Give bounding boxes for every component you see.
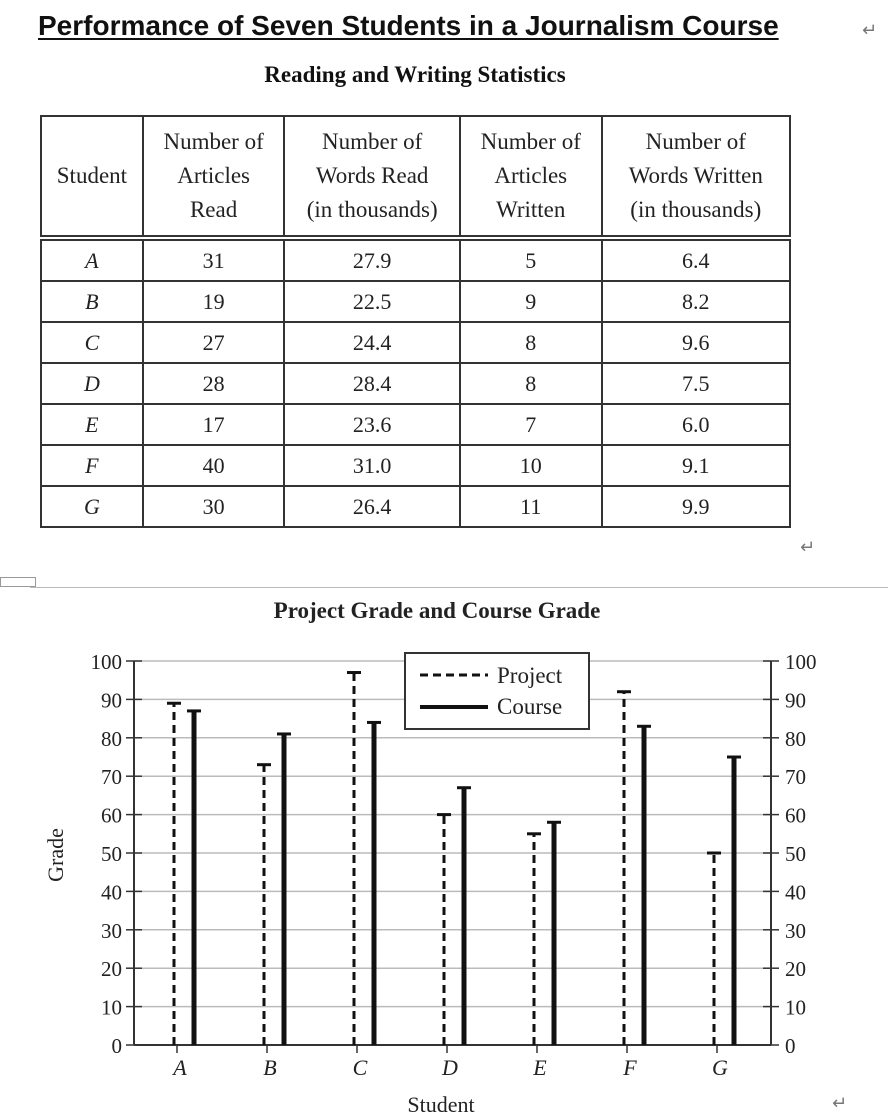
cell-words-written: 9.6 — [602, 322, 790, 363]
y-tick-label-right: 20 — [785, 957, 806, 982]
y-tick-label-left: 40 — [101, 880, 122, 905]
cell-articles-read: 31 — [143, 238, 285, 281]
y-tick-label-right: 80 — [785, 726, 806, 751]
chart-title: Project Grade and Course Grade — [273, 598, 601, 623]
cell-articles-written: 8 — [460, 363, 602, 404]
cell-words-read: 22.5 — [284, 281, 460, 322]
cell-student: B — [41, 281, 143, 322]
cell-words-read: 23.6 — [284, 404, 460, 445]
page-title-text: Performance of Seven Students in a Journalism Course — [38, 10, 779, 41]
header-articles-read — [143, 116, 285, 238]
y-axis-label: Grade — [43, 828, 68, 882]
reading-writing-table — [40, 115, 791, 528]
section-divider-handle[interactable] — [0, 577, 36, 587]
x-tick-label: C — [352, 1055, 368, 1080]
cell-words-read: 28.4 — [284, 363, 460, 404]
x-tick-label: A — [173, 1055, 187, 1080]
y-tick-label-left: 90 — [101, 688, 122, 713]
header-student — [41, 116, 143, 238]
table-row — [41, 486, 790, 527]
cell-words-written: 8.2 — [602, 281, 790, 322]
x-tick-label: B — [263, 1055, 277, 1080]
header-line: Read — [189, 197, 238, 222]
section-divider — [30, 587, 888, 588]
cell-student: C — [41, 322, 143, 363]
cell-student: F — [41, 445, 143, 486]
cell-articles-written: 11 — [460, 486, 602, 527]
cell-student: A — [41, 238, 143, 281]
cell-articles-written: 9 — [460, 281, 602, 322]
cell-articles-read: 17 — [143, 404, 285, 445]
header-line: Number of — [645, 129, 746, 154]
header-line: Number of — [163, 129, 264, 154]
y-tick-label-right: 60 — [785, 803, 806, 828]
cell-articles-written: 5 — [460, 238, 602, 281]
cell-words-written: 7.5 — [602, 363, 790, 404]
table-title: Reading and Writing Statistics — [264, 62, 566, 87]
cell-articles-read: 19 — [143, 281, 285, 322]
cell-articles-read: 27 — [143, 322, 285, 363]
cell-student: E — [41, 404, 143, 445]
cell-articles-written: 7 — [460, 404, 602, 445]
cell-student: D — [41, 363, 143, 404]
y-tick-label-right: 30 — [785, 918, 806, 943]
header-articles-written — [460, 116, 602, 238]
x-tick-label: E — [533, 1055, 547, 1080]
y-tick-label-right: 50 — [785, 842, 806, 866]
y-tick-label-left: 0 — [111, 1034, 122, 1058]
header-line: Written — [496, 197, 566, 222]
cell-articles-read: 28 — [143, 363, 285, 404]
cell-words-written: 6.4 — [602, 238, 790, 281]
y-tick-label-left: 70 — [101, 765, 122, 790]
cell-articles-written: 8 — [460, 322, 602, 363]
cell-student: G — [41, 486, 143, 527]
header-line: Number of — [480, 129, 581, 154]
table-row — [41, 363, 790, 404]
cell-words-written: 9.1 — [602, 445, 790, 486]
header-line: (in thousands) — [630, 197, 762, 222]
cell-words-read: 27.9 — [284, 238, 460, 281]
paragraph-mark-icon: ↵ — [832, 1093, 848, 1114]
y-tick-label-left: 80 — [101, 726, 122, 751]
y-tick-label-left: 20 — [101, 957, 122, 982]
cell-articles-read: 40 — [143, 445, 285, 486]
y-tick-label-left: 30 — [101, 918, 122, 943]
header-line: Articles — [177, 163, 251, 188]
cell-words-written: 9.9 — [602, 486, 790, 527]
header-line: Articles — [494, 163, 568, 188]
paragraph-mark-icon: ↵ — [800, 537, 816, 558]
y-tick-label-left: 60 — [101, 803, 122, 828]
y-tick-label-right: 0 — [785, 1034, 796, 1058]
cell-articles-read: 30 — [143, 486, 285, 527]
x-tick-label: D — [442, 1055, 458, 1080]
y-tick-label-left: 50 — [101, 842, 122, 866]
header-line: Words Read — [315, 163, 429, 188]
page-title — [38, 10, 878, 42]
x-tick-label: G — [712, 1055, 728, 1080]
y-tick-label-left: 10 — [101, 995, 122, 1020]
y-tick-label-right: 70 — [785, 765, 806, 790]
table-header-row — [41, 116, 790, 238]
header-words-read — [284, 116, 460, 238]
x-tick-label: F — [623, 1055, 637, 1080]
table-row — [41, 445, 790, 486]
y-tick-label-right: 90 — [785, 688, 806, 713]
header-line: Words Written — [628, 163, 763, 188]
header-line: Student — [56, 163, 128, 188]
legend-project-label: Project — [497, 663, 563, 688]
y-tick-label-right: 40 — [785, 880, 806, 905]
table-row — [41, 404, 790, 445]
cell-words-read: 31.0 — [284, 445, 460, 486]
paragraph-mark-icon: ↵ — [862, 20, 878, 41]
grade-chart — [0, 590, 890, 1119]
y-tick-label-right: 100 — [785, 650, 817, 674]
table-row — [41, 281, 790, 322]
legend-course-label: Course — [497, 694, 563, 719]
cell-words-read: 26.4 — [284, 486, 460, 527]
y-tick-label-left: 100 — [90, 650, 122, 674]
cell-articles-written: 10 — [460, 445, 602, 486]
header-line: Number of — [322, 129, 423, 154]
cell-words-written: 6.0 — [602, 404, 790, 445]
cell-words-read: 24.4 — [284, 322, 460, 363]
x-axis-label: Student — [407, 1092, 475, 1117]
y-tick-label-right: 10 — [785, 995, 806, 1020]
table-row — [41, 322, 790, 363]
header-words-written — [602, 116, 790, 238]
table-row — [41, 238, 790, 281]
header-line: (in thousands) — [306, 197, 438, 222]
